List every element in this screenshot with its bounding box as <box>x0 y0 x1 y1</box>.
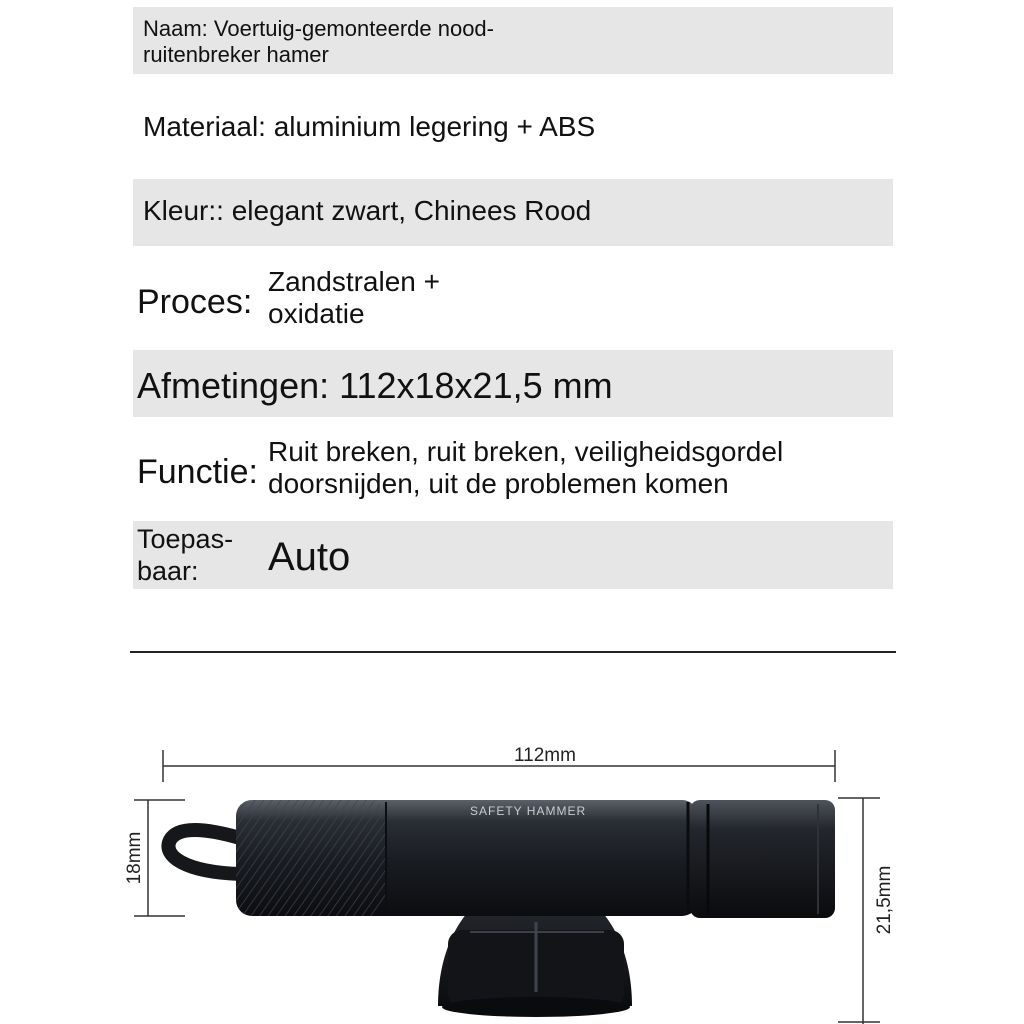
product-label-text: SAFETY HAMMER <box>470 804 587 818</box>
spec-row-naam <box>133 7 893 74</box>
length-dimension <box>163 745 835 782</box>
spec-functie-label: Functie: <box>137 453 258 491</box>
spec-row-toepasbaar <box>133 521 893 589</box>
product-dimension-figure <box>0 700 1024 1024</box>
diameter-label: 18mm <box>124 831 145 885</box>
spec-row-afmetingen <box>133 350 893 417</box>
lanyard-strap <box>168 830 240 874</box>
spec-toepasbaar-label: Toepas-baar: <box>137 524 234 587</box>
spec-proces-label: Proces: <box>137 283 253 321</box>
spec-row-kleur <box>133 179 893 246</box>
spec-afmetingen-text: Afmetingen: 112x18x21,5 mm <box>137 365 613 406</box>
spec-row-materiaal <box>133 94 893 162</box>
section-divider <box>130 651 896 653</box>
spec-naam-text: Naam: Voertuig-gemonteerde nood-ruitenbreker hamer <box>143 16 494 68</box>
length-label: 112mm <box>514 745 576 766</box>
spec-toepasbaar-value: Auto <box>268 535 351 579</box>
spec-functie-value: Ruit breken, ruit breken, veiligheidsgordel doorsnijden, uit de problemen komen <box>268 436 784 500</box>
spec-materiaal-text: Materiaal: aluminium legering + ABS <box>143 111 596 142</box>
spec-row-functie <box>133 432 893 506</box>
hammer-end-cap <box>690 800 835 918</box>
hammer-body <box>236 800 698 916</box>
spec-row-proces <box>133 264 893 340</box>
spec-proces-value: Zandstralen + oxidatie <box>268 266 440 330</box>
height-label: 21,5mm <box>874 865 895 935</box>
height-dimension <box>838 798 895 1024</box>
spec-kleur-text: Kleur:: elegant zwart, Chinees Rood <box>143 195 592 226</box>
